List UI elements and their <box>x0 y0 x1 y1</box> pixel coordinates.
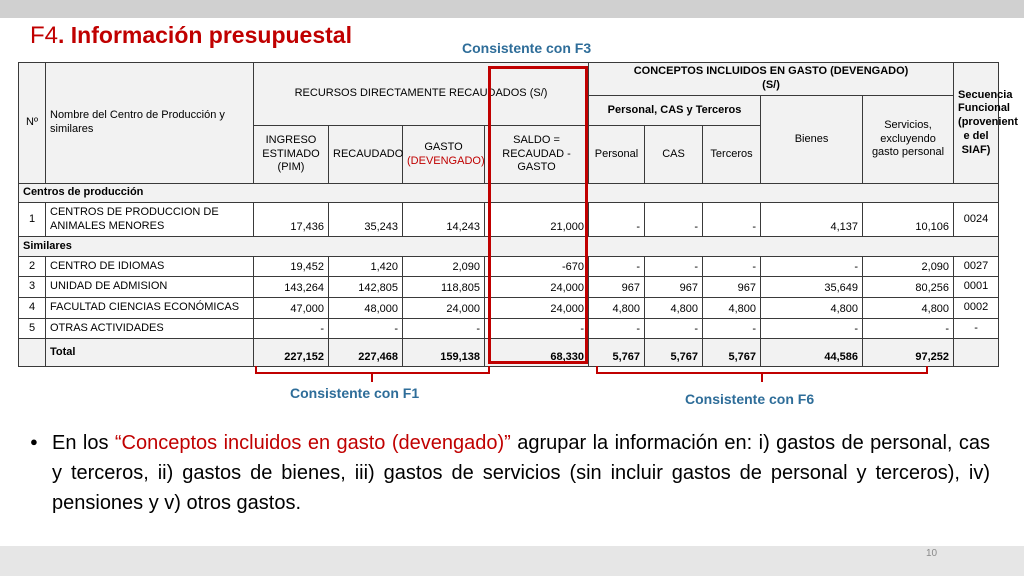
cell-saldo: 21,000 <box>485 203 589 237</box>
header-gasto <box>403 126 485 184</box>
cell-secuencia: 0001 <box>954 277 999 298</box>
f1-brace-tick <box>371 374 373 382</box>
cell-bienes: 4,137 <box>761 203 863 237</box>
cell-cas: 4,800 <box>645 298 703 319</box>
cell-n: 3 <box>19 277 46 298</box>
cell-terceros: - <box>703 319 761 339</box>
header-conceptos <box>589 63 954 96</box>
total-saldo: 68,330 <box>485 339 589 367</box>
header-ingreso: INGRESO ESTIMADO (PIM) <box>254 126 329 184</box>
cell-gasto: - <box>403 319 485 339</box>
cell-personal: 967 <box>589 277 645 298</box>
total-cas: 5,767 <box>645 339 703 367</box>
cell-cas: 967 <box>645 277 703 298</box>
header-servicios: Servicios, excluyendo gasto personal <box>863 96 954 184</box>
cell-ingreso: - <box>254 319 329 339</box>
annotation-f6: Consistente con F6 <box>685 391 815 407</box>
cell-terceros: - <box>703 203 761 237</box>
cell-gasto: 2,090 <box>403 257 485 277</box>
cell-ingreso: 19,452 <box>254 257 329 277</box>
top-bar <box>0 0 1024 18</box>
cell-ingreso: 17,436 <box>254 203 329 237</box>
total-gasto: 159,138 <box>403 339 485 367</box>
header-cas: CAS <box>645 126 703 184</box>
header-saldo: SALDO = RECAUDAD - GASTO <box>485 126 589 184</box>
cell-secuencia: - <box>954 319 999 339</box>
cell-n <box>19 339 46 367</box>
total-terceros: 5,767 <box>703 339 761 367</box>
slide-title <box>30 22 352 50</box>
cell-recaudado: 48,000 <box>329 298 403 319</box>
cell-cas: - <box>645 203 703 237</box>
section-similares: Similares <box>19 237 999 257</box>
cell-gasto: 14,243 <box>403 203 485 237</box>
title-lead: F4 <box>30 22 59 49</box>
page-number: 10 <box>926 548 938 559</box>
total-label: Total <box>46 339 254 367</box>
header-recaudado: RECAUDADO <box>329 126 403 184</box>
cell-personal: - <box>589 203 645 237</box>
cell-servicios: 10,106 <box>863 203 954 237</box>
cell-personal: - <box>589 319 645 339</box>
cell-secuencia: 0024 <box>954 203 999 237</box>
cell-n: 2 <box>19 257 46 277</box>
annotation-f1: Consistente con F1 <box>290 385 420 401</box>
cell-saldo: 24,000 <box>485 277 589 298</box>
cell-name: CENTRO DE IDIOMAS <box>46 257 254 277</box>
cell-servicios: 80,256 <box>863 277 954 298</box>
cell-saldo: - <box>485 319 589 339</box>
annotation-f3: Consistente con F3 <box>462 40 592 56</box>
cell-saldo: 24,000 <box>485 298 589 319</box>
bullet-text <box>52 428 990 518</box>
title-text: . Información presupuestal <box>58 22 352 48</box>
f6-brace-tick <box>761 374 763 382</box>
cell-servicios: 4,800 <box>863 298 954 319</box>
cell-gasto: 24,000 <box>403 298 485 319</box>
cell-ingreso: 47,000 <box>254 298 329 319</box>
section-centros: Centros de producción <box>19 184 999 203</box>
header-name: Nombre del Centro de Producción y similares <box>46 63 254 184</box>
bullet-text-part1: En los <box>52 432 115 454</box>
cell-secuencia <box>954 339 999 367</box>
total-servicios: 97,252 <box>863 339 954 367</box>
cell-ingreso: 143,264 <box>254 277 329 298</box>
cell-name: UNIDAD DE ADMISION <box>46 277 254 298</box>
cell-servicios: - <box>863 319 954 339</box>
cell-recaudado: 142,805 <box>329 277 403 298</box>
header-personal-group: Personal, CAS y Terceros <box>589 96 761 126</box>
header-personal: Personal <box>589 126 645 184</box>
cell-secuencia: 0027 <box>954 257 999 277</box>
bullet-text-part2: agrupar la información en: i) gastos de personal, cas y terceros, ii) gastos de bienes, iii) gastos de servicios (sin incluir gastos de personal y terceros), iv) pensiones y v) otros gastos. <box>52 432 990 514</box>
cell-bienes: - <box>761 319 863 339</box>
bullet-icon: ● <box>30 434 38 449</box>
total-personal: 5,767 <box>589 339 645 367</box>
cell-terceros: 4,800 <box>703 298 761 319</box>
cell-secuencia: 0002 <box>954 298 999 319</box>
cell-personal: - <box>589 257 645 277</box>
header-gasto-sub: (DEVENGADO) <box>407 154 485 167</box>
cell-bienes: 4,800 <box>761 298 863 319</box>
cell-cas: - <box>645 257 703 277</box>
cell-personal: 4,800 <box>589 298 645 319</box>
header-secuencia: Secuencia Funcional (provenient e del SIAF) <box>954 63 999 184</box>
header-conceptos-l2: (S/) <box>762 79 780 91</box>
cell-name: OTRAS ACTIVIDADES <box>46 319 254 339</box>
f3-highlight-box <box>488 66 588 364</box>
header-bienes: Bienes <box>761 96 863 184</box>
header-rdr: RECURSOS DIRECTAMENTE RECAUDADOS (S/) <box>254 63 589 126</box>
cell-saldo: -670 <box>485 257 589 277</box>
cell-bienes: 35,649 <box>761 277 863 298</box>
cell-cas: - <box>645 319 703 339</box>
total-ingreso: 227,152 <box>254 339 329 367</box>
header-n: Nº <box>19 63 46 184</box>
f1-brace <box>255 366 490 374</box>
total-bienes: 44,586 <box>761 339 863 367</box>
cell-name: CENTROS DE PRODUCCION DE ANIMALES MENORES <box>46 203 254 237</box>
cell-terceros: - <box>703 257 761 277</box>
cell-gasto: 118,805 <box>403 277 485 298</box>
cell-name: FACULTAD CIENCIAS ECONÓMICAS <box>46 298 254 319</box>
header-conceptos-l1: CONCEPTOS INCLUIDOS EN GASTO (DEVENGADO) <box>633 65 909 78</box>
bullet-quoted: “Conceptos incluidos en gasto (devengado)” <box>114 432 511 454</box>
cell-recaudado: 1,420 <box>329 257 403 277</box>
cell-bienes: - <box>761 257 863 277</box>
cell-terceros: 967 <box>703 277 761 298</box>
cell-recaudado: 35,243 <box>329 203 403 237</box>
cell-n: 1 <box>19 203 46 237</box>
header-terceros: Terceros <box>703 126 761 184</box>
cell-recaudado: - <box>329 319 403 339</box>
cell-n: 5 <box>19 319 46 339</box>
total-recaudado: 227,468 <box>329 339 403 367</box>
f6-brace <box>596 366 928 374</box>
cell-n: 4 <box>19 298 46 319</box>
cell-servicios: 2,090 <box>863 257 954 277</box>
header-gasto-label: GASTO <box>424 140 463 153</box>
bottom-bar <box>0 546 1024 576</box>
